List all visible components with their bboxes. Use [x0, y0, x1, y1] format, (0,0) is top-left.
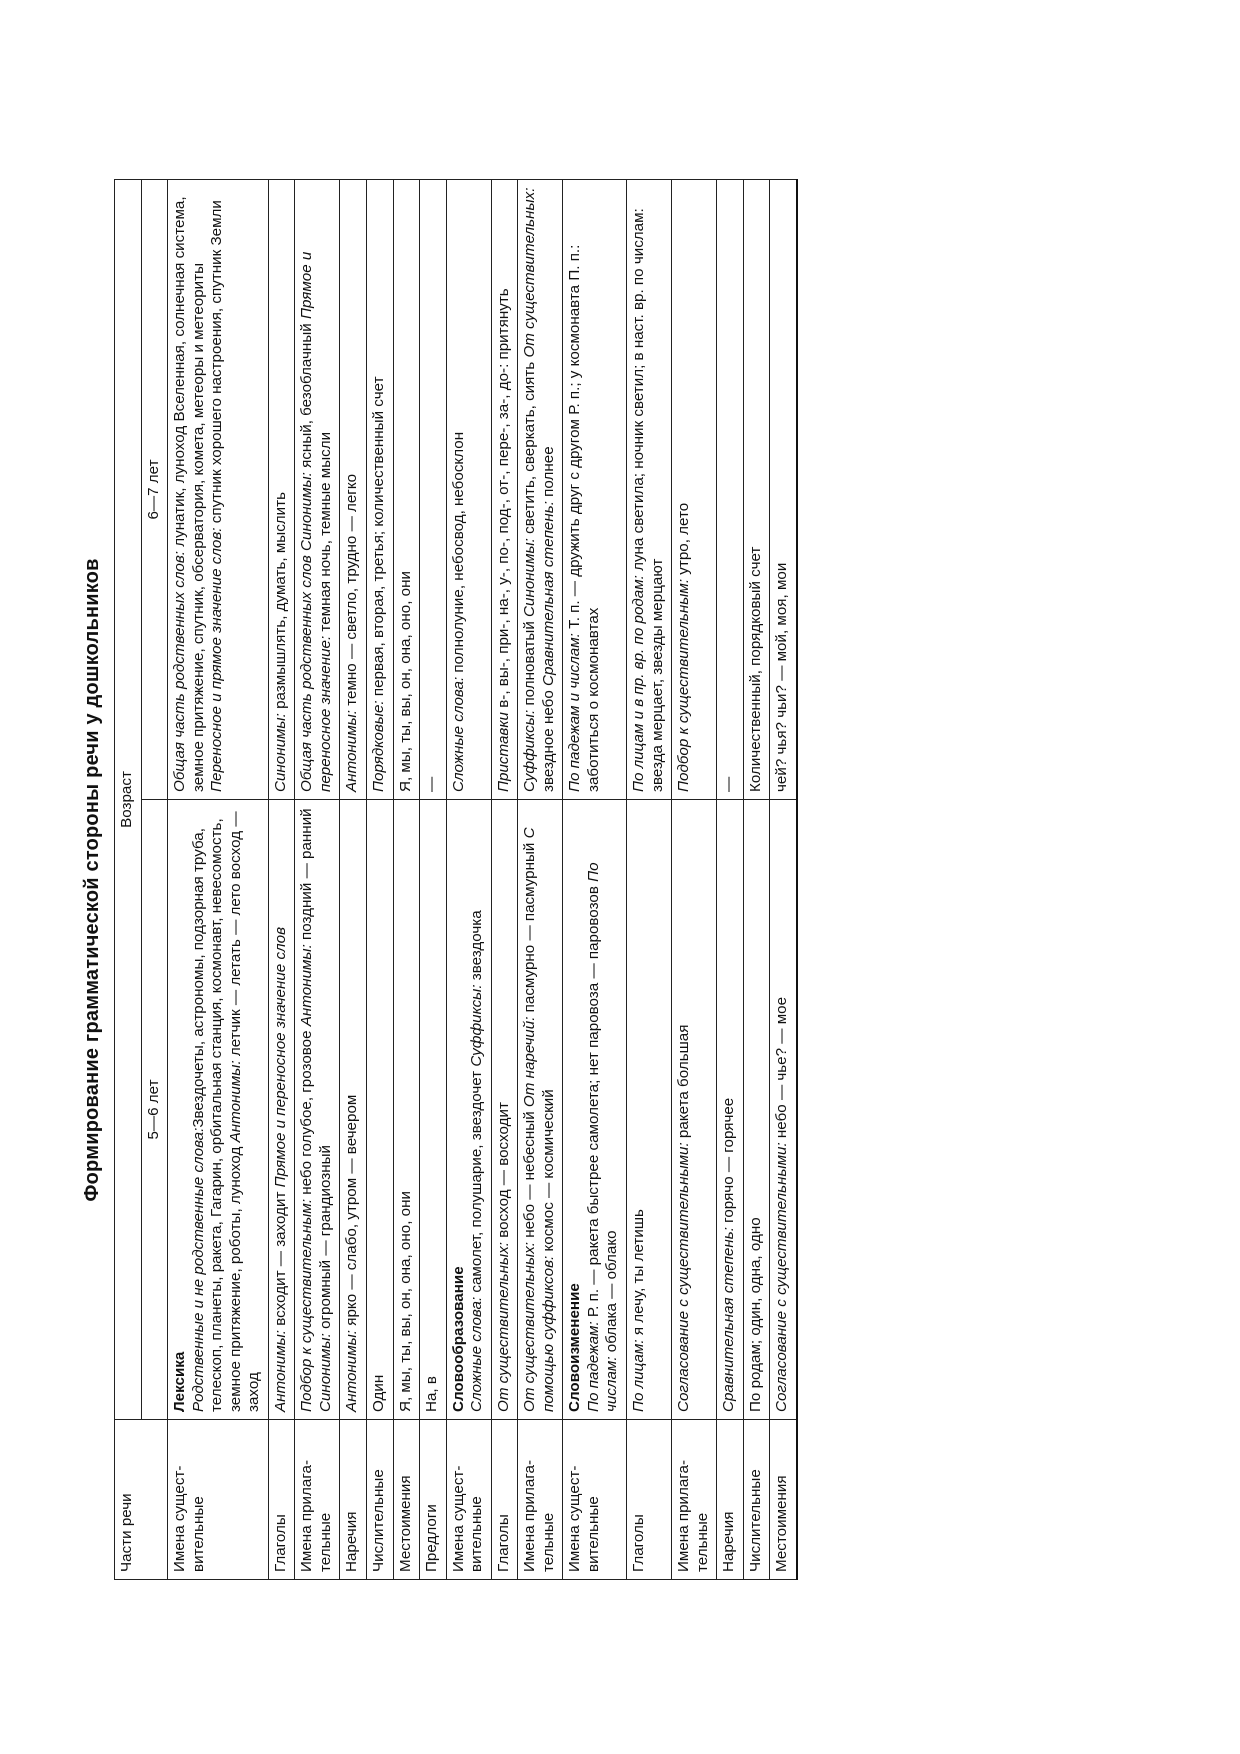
cell-text: огромный — грандиозный — [316, 1145, 334, 1334]
age-5-6-cell — [672, 800, 717, 1420]
age-5-6-cell — [563, 800, 627, 1420]
cell-text: пасмурно — пасмурный — [521, 838, 539, 1017]
cell-text: — — [720, 776, 738, 792]
cell-text: облака — облако — [603, 1230, 621, 1357]
italic-term: Синонимы: — [271, 713, 289, 792]
italic-term: Прямое и переносное значение: — [298, 251, 334, 792]
cell-text: На, в — [423, 1376, 441, 1412]
italic-term: Антонимы: — [343, 709, 361, 792]
age-5-6-cell — [446, 800, 491, 1420]
cell-text: Р. п. — ракета быстрее самолета; нет паровоза — паровозов — [584, 881, 602, 1322]
part-of-speech-cell: Глаголы — [627, 1420, 672, 1580]
cell-text: космос — космический — [539, 1089, 557, 1256]
italic-term: С помощью суффиксов: — [521, 827, 557, 1412]
table-row — [340, 180, 367, 1580]
age-6-7-cell — [518, 180, 563, 800]
cell-text: темная ночь, темные мысли — [316, 431, 334, 636]
italic-term: От существительных: — [494, 1241, 512, 1412]
age-6-7-cell — [168, 180, 269, 800]
italic-term: Антонимы: — [343, 1329, 361, 1412]
cell-text: Я, мы, ты, вы, он, она, оно, они — [396, 1191, 414, 1412]
grammar-table — [114, 179, 798, 1580]
table-row — [393, 180, 420, 1580]
cell-text: поздний — ранний — [298, 808, 316, 945]
cell-text: полнолуние, небосвод, небосклон — [449, 431, 467, 677]
table-row — [627, 180, 672, 1580]
cell-text — [298, 551, 315, 555]
cell-text: небо — чье? — мое — [773, 996, 791, 1143]
section-heading: Словоизменение — [566, 1283, 584, 1412]
section-heading: Словообразование — [449, 1266, 467, 1412]
cell-text: размышлять, думать, мыслить — [271, 492, 289, 714]
italic-term: Сложные слова: — [449, 676, 467, 792]
cell-text: восход — восходит — [494, 1102, 512, 1242]
cell-text: утро, лето — [675, 502, 693, 579]
italic-term: Сравнительная степень: — [720, 1227, 738, 1412]
cell-text: ясный, безоблачный — [298, 319, 316, 473]
italic-term: Общая часть родственных слов — [298, 555, 316, 792]
cell-text: полноватый — [521, 616, 539, 710]
italic-term: Переносное и прямое значение слов: — [208, 527, 226, 792]
cell-text: горячо — горячее — [720, 1097, 738, 1228]
italic-term: Сложные слова: — [468, 1296, 486, 1412]
italic-term: Суффиксы: — [521, 709, 539, 792]
cell-text: ракета большая — [675, 1024, 693, 1143]
cell-text: я лечу, ты летишь — [630, 1209, 648, 1340]
age-5-6-cell — [770, 800, 797, 1420]
italic-term: По лицам: — [630, 1339, 648, 1412]
italic-term: Согласование с существительными: — [675, 1142, 693, 1412]
italic-term: Синонимы: — [316, 1333, 334, 1412]
part-of-speech-cell: Числительные — [367, 1420, 394, 1580]
age-6-7-cell — [563, 180, 627, 800]
cell-text: темно — светло, трудно — легко — [343, 473, 361, 710]
age-6-7-cell — [268, 180, 295, 800]
age-6-7-cell — [420, 180, 447, 800]
age-6-7-cell — [295, 180, 340, 800]
italic-term: По лицам и в пр. вр. по родам: — [630, 575, 648, 792]
part-of-speech-cell: Предлоги — [420, 1420, 447, 1580]
italic-term: Синонимы: — [521, 538, 539, 617]
part-of-speech-cell: Числительные — [743, 1420, 770, 1580]
cell-text: Я, мы, ты, вы, он, она, оно, они — [396, 571, 414, 792]
italic-term: Подбор к существительным: — [675, 578, 693, 792]
age-5-6-cell — [393, 800, 420, 1420]
table-row — [717, 180, 744, 1580]
part-of-speech-cell: Имена прилага-тельные — [518, 1420, 563, 1580]
header-age-5-6: 5—6 лет — [141, 800, 168, 1420]
age-5-6-cell — [295, 800, 340, 1420]
cell-text: светить, сверкать, сиять — [521, 357, 539, 539]
cell-text: первая, вторая, третья; количественный счет — [370, 376, 388, 701]
rotated-page — [70, 180, 1130, 1580]
cell-text: ярко — слабо, утром — вечером — [343, 1094, 361, 1330]
cell-text: луна светила; ночник светил; в наст. вр. по числам: звезда мерцает, звезды мерцают — [630, 208, 666, 792]
age-6-7-cell — [491, 180, 518, 800]
italic-term: Родственные и не родственные слова: — [189, 1127, 207, 1412]
age-6-7-cell — [340, 180, 367, 800]
part-of-speech-cell: Местоимения — [770, 1420, 797, 1580]
italic-term: Приставки — [494, 712, 512, 792]
cell-text: лунатик, луноход Вселенная, солнечная система, земное притяжение, спутник, обсерватория, комета, метеоры и метеориты — [171, 196, 207, 792]
italic-term: По падежам и числам: — [566, 633, 584, 792]
cell-text: Звездочеты, астрономы, подзорная труба, телескоп, планеты, ракета, Гагарин, орбитальная станция, космонавт, невесомость, земное притяжение, роботы, луноход — [189, 818, 244, 1412]
part-of-speech-cell: Глаголы — [268, 1420, 295, 1580]
header-age: Возраст — [115, 180, 142, 1420]
age-5-6-cell — [268, 800, 295, 1420]
italic-term: Порядковые: — [370, 700, 388, 792]
italic-term: Общая часть родственных слов: — [171, 550, 189, 792]
header-age-6-7: 6—7 лет — [141, 180, 168, 800]
italic-term: Подбор к существительным: — [298, 1198, 316, 1412]
cell-text: всходит — заходит — [271, 1187, 289, 1330]
cell-text: полнее — [539, 446, 557, 502]
age-5-6-cell — [743, 800, 770, 1420]
italic-term: Синонимы: — [298, 472, 316, 551]
table-body — [168, 180, 797, 1580]
table-row — [295, 180, 340, 1580]
age-5-6-cell — [491, 800, 518, 1420]
italic-term: Антонимы: — [271, 1329, 289, 1412]
italic-term: Антонимы: — [226, 1060, 244, 1143]
age-6-7-cell — [743, 180, 770, 800]
table-row — [563, 180, 627, 1580]
age-6-7-cell — [367, 180, 394, 800]
age-5-6-cell — [518, 800, 563, 1420]
italic-term: От существительных: — [521, 187, 539, 358]
page-title: Формирование грамматической стороны речи у дошкольников — [81, 558, 103, 1202]
age-5-6-cell — [367, 800, 394, 1420]
italic-term: Согласование с существительными: — [773, 1142, 791, 1412]
age-5-6-cell — [717, 800, 744, 1420]
cell-text: летчик — летать — лето — [226, 879, 244, 1061]
table-row — [491, 180, 518, 1580]
italic-term: Суффиксы: — [468, 984, 486, 1067]
part-of-speech-cell: Наречия — [717, 1420, 744, 1580]
cell-text: Количественный, порядковый счет — [746, 546, 764, 792]
italic-term: Антонимы: — [298, 944, 316, 1027]
cell-text: небо — небесный — [521, 1107, 539, 1242]
table-row — [743, 180, 770, 1580]
cell-text: По родам; один, одна, одно — [746, 1217, 764, 1412]
section-heading: Лексика — [171, 1351, 189, 1412]
part-of-speech-cell: Глаголы — [491, 1420, 518, 1580]
cell-text: восход — заход — [226, 811, 263, 1412]
part-of-speech-cell: Имена прилага-тельные — [295, 1420, 340, 1580]
cell-text: самолет, полушарие, звездочет — [468, 1066, 486, 1297]
age-6-7-cell — [672, 180, 717, 800]
cell-text: — — [423, 776, 441, 792]
cell-text: чей? чья? чьи? — мой, моя, мои — [773, 562, 791, 792]
table-row — [268, 180, 295, 1580]
age-6-7-cell — [770, 180, 797, 800]
table-row — [446, 180, 491, 1580]
table-row — [518, 180, 563, 1580]
part-of-speech-cell: Имена сущест-вительные — [563, 1420, 627, 1580]
cell-text: звездочка — [468, 910, 486, 985]
italic-term: От существительных: — [521, 1241, 539, 1412]
cell-text: Т. п. — дружить друг с другом Р. п.; у космонавта П. п.: заботиться о космонавтах — [566, 244, 602, 792]
italic-term: Прямое и переносное значение слов — [271, 927, 289, 1188]
age-6-7-cell — [717, 180, 744, 800]
cell-text: звездное небо — [539, 686, 557, 792]
table-row — [420, 180, 447, 1580]
header-parts-of-speech: Части речи — [115, 1420, 168, 1580]
cell-text: в-, вы-, при-, на-, у-, по-, под-, от-, пере-, за-, до-: притянуть — [494, 288, 512, 713]
part-of-speech-cell: Имена прилага-тельные — [672, 1420, 717, 1580]
age-5-6-cell — [420, 800, 447, 1420]
cell-text: спутник хорошего настроения, спутник Земли — [208, 200, 226, 528]
age-6-7-cell — [393, 180, 420, 800]
table-row — [770, 180, 797, 1580]
age-5-6-cell — [627, 800, 672, 1420]
italic-term: Сравнительная степень: — [539, 501, 557, 686]
italic-term: По падежам: — [584, 1321, 602, 1412]
table-row — [672, 180, 717, 1580]
age-5-6-cell — [168, 800, 269, 1420]
italic-term: От наречий: — [521, 1016, 539, 1108]
part-of-speech-cell: Местоимения — [393, 1420, 420, 1580]
cell-text: Один — [370, 1374, 388, 1412]
table-row — [168, 180, 269, 1580]
part-of-speech-cell: Имена сущест-вительные — [168, 1420, 269, 1580]
part-of-speech-cell: Наречия — [340, 1420, 367, 1580]
table-row — [367, 180, 394, 1580]
part-of-speech-cell: Имена сущест-вительные — [446, 1420, 491, 1580]
age-6-7-cell — [446, 180, 491, 800]
age-5-6-cell — [340, 800, 367, 1420]
cell-text: небо голубое, грозовое — [298, 1026, 316, 1199]
italic-term: По числам: — [584, 862, 621, 1412]
age-6-7-cell — [627, 180, 672, 800]
